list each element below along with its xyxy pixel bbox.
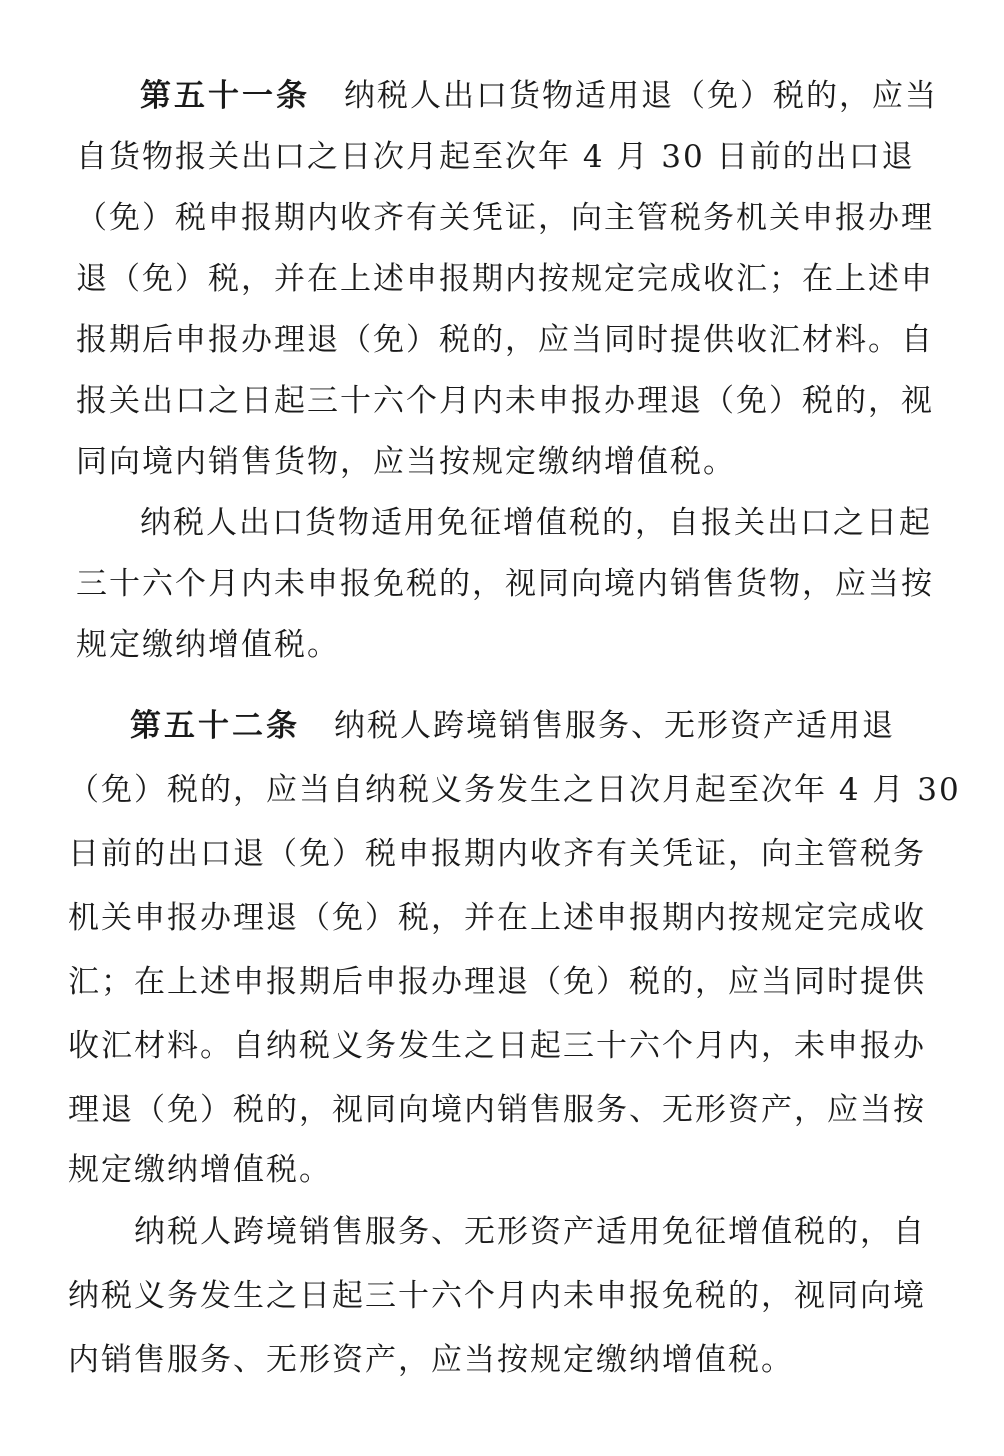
article-52-first-line xyxy=(130,706,895,746)
text-line: 纳税人跨境销售服务、无形资产适用退 xyxy=(334,708,895,744)
text-line: 机关申报办理退（免）税，并在上述申报期内按规定完成收 xyxy=(68,900,926,936)
text-line: 内销售服务、无形资产，应当按规定缴纳增值税。 xyxy=(68,1342,794,1378)
article-51-heading: 第五十一条 xyxy=(140,78,310,114)
text-line: 报关出口之日起三十六个月内未申报办理退（免）税的，视 xyxy=(76,383,934,419)
text-line: （免）税的，应当自纳税义务发生之日次月起至次年 4 月 30 xyxy=(68,772,961,808)
text-line: 纳税人出口货物适用退（免）税的，应当 xyxy=(344,78,938,114)
text-line: 退（免）税，并在上述申报期内按规定完成收汇；在上述申 xyxy=(76,261,934,297)
text-line: 纳税人出口货物适用免征增值税的，自报关出口之日起 xyxy=(140,505,932,541)
text-line: 报期后申报办理退（免）税的，应当同时提供收汇材料。自 xyxy=(76,322,934,358)
text-line: 自货物报关出口之日次月起至次年 4 月 30 日前的出口退 xyxy=(76,139,915,175)
text-line: （免）税申报期内收齐有关凭证，向主管税务机关申报办理 xyxy=(76,200,934,236)
text-line: 理退（免）税的，视同向境内销售服务、无形资产，应当按 xyxy=(68,1092,926,1128)
text-line: 同向境内销售货物，应当按规定缴纳增值税。 xyxy=(76,444,736,480)
text-line: 日前的出口退（免）税申报期内收齐有关凭证，向主管税务 xyxy=(68,836,926,872)
text-line: 规定缴纳增值税。 xyxy=(68,1152,332,1188)
text-line: 收汇材料。自纳税义务发生之日起三十六个月内，未申报办 xyxy=(68,1028,926,1064)
article-52-heading: 第五十二条 xyxy=(130,708,300,744)
text-line: 三十六个月内未申报免税的，视同向境内销售货物，应当按 xyxy=(76,566,934,602)
text-line: 汇；在上述申报期后申报办理退（免）税的，应当同时提供 xyxy=(68,964,926,1000)
text-line: 规定缴纳增值税。 xyxy=(76,627,340,663)
article-51-first-line xyxy=(140,76,938,116)
text-line: 纳税义务发生之日起三十六个月内未申报免税的，视同向境 xyxy=(68,1278,926,1314)
text-line: 纳税人跨境销售服务、无形资产适用免征增值税的，自 xyxy=(134,1214,926,1250)
